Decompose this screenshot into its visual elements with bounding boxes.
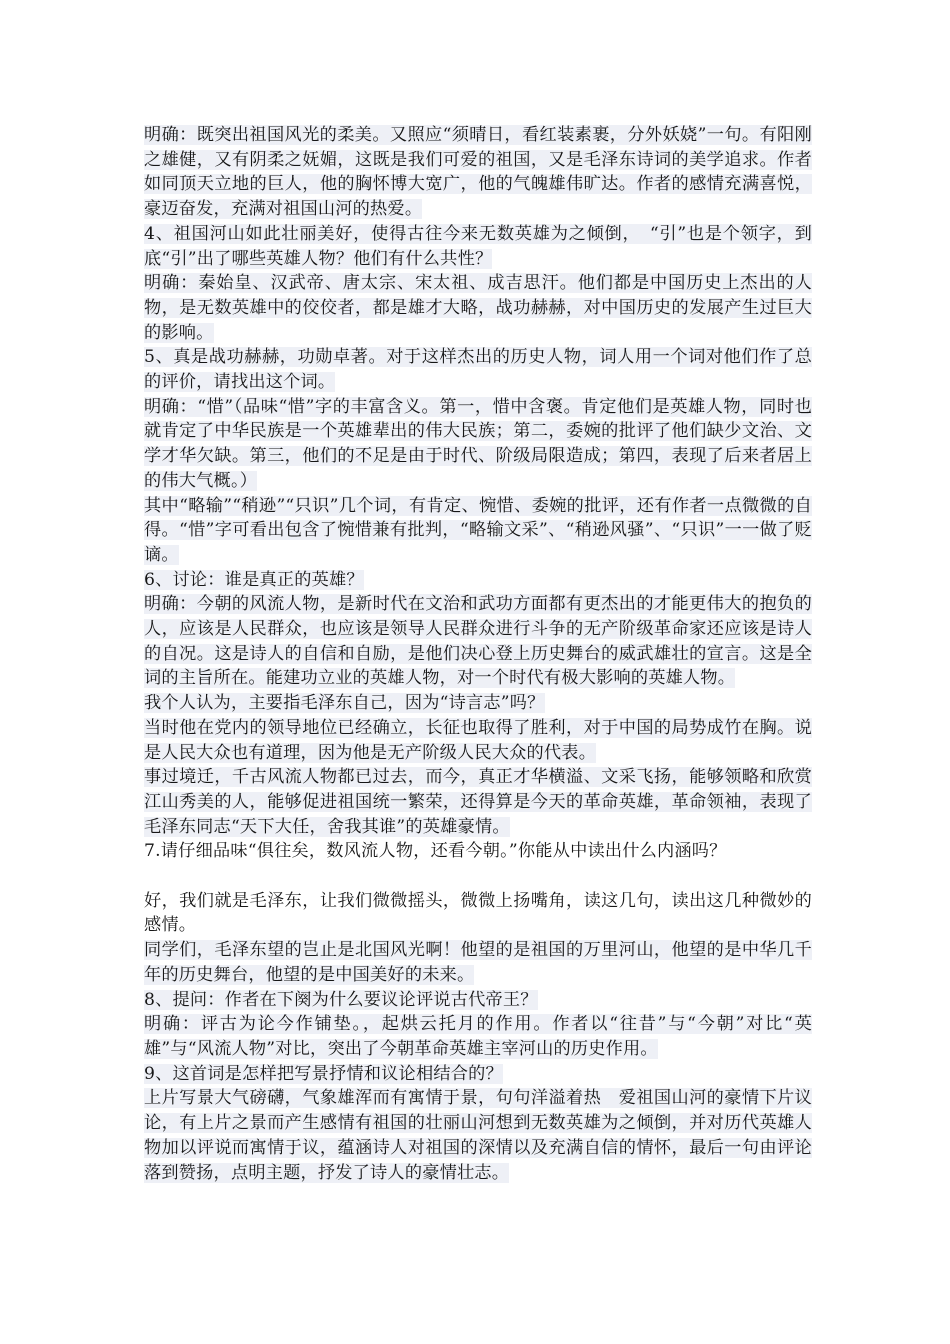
paragraph-reading-guide [144,889,812,938]
paragraph-text: 明确：评古为论今作铺垫。，起烘云托月的作用。作者以“往昔”与“今朝”对比“英雄”与“风流人物”对比，突出了今朝革命英雄主宰河山的历史作用。 [144,1014,812,1059]
paragraph-opinion [144,691,812,716]
paragraph-answer-9 [144,1086,812,1185]
paragraph-text: 6、讨论：谁是真正的英雄？ [144,569,364,590]
paragraph-text: 我个人认为，主要指毛泽东自己，因为“诗言志”吗？ [144,693,545,714]
paragraph-question-4 [144,222,812,271]
paragraph-text: 明确：“惜”（品味“惜”字的丰富含义。第一，惜中含褒。肯定他们是英雄人物，同时也就肯定了中华民族是一个英雄辈出的伟大民族；第二，委婉的批评了他们缺少文治、文学才华欠缺。第三，他们的不足是由于时代、阶级局限造成；第四，表现了后来者居上的伟大气概。） [144,396,812,491]
paragraph-question-6 [144,568,812,593]
paragraph-text: 7.请仔细品味“俱往矣，数风流人物，还看今朝。”你能从中读出什么内涵吗？ [144,841,727,862]
paragraph-text: 8、提问：作者在下阕为什么要议论评说古代帝王？ [144,989,538,1010]
paragraph-answer-5 [144,395,812,494]
paragraph-answer-6 [144,592,812,691]
paragraph-question-9 [144,1062,812,1087]
paragraph-text: 4、祖国河山如此壮丽美好，使得古往今来无数英雄为之倾倒， “引”也是个领字，到底“引”出了哪些英雄人物？他们有什么共性？ [144,223,812,269]
blank-line [144,864,812,889]
paragraph-text: 好，我们就是毛泽东，让我们微微摇头，微微上扬嘴角，读这几句，读出这几种微妙的感情。 [144,890,812,936]
paragraph-opinion-reason [144,716,812,765]
paragraph-text: 5、真是战功赫赫，功勋卓著。对于这样杰出的历史人物，词人用一个词对他们作了总的评价，请找出这个词。 [144,347,812,393]
paragraph-text: 当时他在党内的领导地位已经确立，长征也取得了胜利，对于中国的局势成竹在胸。说是人民大众也有道理，因为他是无产阶级人民大众的代表。 [144,717,812,763]
paragraph-text: 明确：秦始皇、汉武帝、唐太宗、宋太祖、成吉思汗。他们都是中国历史上杰出的人物，是无数英雄中的佼佼者，都是雄才大略，战功赫赫，对中国历史的发展产生过巨大的影响。 [144,273,812,343]
paragraph-opinion-conclusion [144,765,812,839]
paragraph-students [144,938,812,987]
paragraph-question-8 [144,988,812,1013]
paragraph-answer-8 [144,1012,812,1061]
paragraph-answer-5-detail [144,494,812,568]
paragraph-question-5 [144,345,812,394]
paragraph-text: 9、这首词是怎样把写景抒情和议论相结合的？ [144,1063,503,1084]
paragraph-answer-beauty [144,123,812,222]
document-page [144,123,812,1185]
paragraph-text: 同学们，毛泽东望的岂止是北国风光啊！他望的是祖国的万里河山，他望的是中华几千年的历史舞台，他望的是中国美好的未来。 [144,940,812,985]
paragraph-text: 上片写景大气磅礴，气象雄浑而有寓情于景，句句洋溢着热 爱祖国山河的豪情下片议论，有上片之景而产生感情有祖国的壮丽山河想到无数英雄为之倾倒，并对历代英雄人物加以评说而寓情于议，蕴涵诗人对祖国的深情以及充满自信的情怀，最后一句由评论落到赞扬，点明主题，抒发了诗人的豪情壮志。 [144,1088,812,1183]
paragraph-text: 其中“略输”“稍逊”“只识”几个词，有肯定、惋惜、委婉的批评，还有作者一点微微的自得。“惜”字可看出包含了惋惜兼有批判，“略输文采”、“稍逊风骚”、“只识”一一做了贬谪。 [144,495,812,565]
paragraph-text: 事过境迁，千古风流人物都已过去，而今，真正才华横溢、文采飞扬，能够领略和欣赏江山秀美的人，能够促进祖国统一繁荣，还得算是今天的革命英雄，革命领袖，表现了毛泽东同志“天下大任，舍我其谁”的英雄豪情。 [144,767,812,837]
paragraph-question-7 [144,839,812,864]
paragraph-text: 明确：既突出祖国风光的柔美。又照应“须晴日，看红装素裹，分外妖娆”一句。有阳刚之雄健，又有阴柔之妩媚，这既是我们可爱的祖国，又是毛泽东诗词的美学追求。作者如同顶天立地的巨人，他的胸怀博大宽广，他的气魄雄伟旷达。作者的感情充满喜悦，豪迈奋发，充满对祖国山河的热爱。 [144,125,812,220]
paragraph-text: 明确：今朝的风流人物，是新时代在文治和武功方面都有更杰出的才能更伟大的抱负的人，应该是人民群众，也应该是领导人民群众进行斗争的无产阶级革命家还应该是诗人的自况。这是诗人的自信和自励，是他们决心登上历史舞台的威武雄壮的宣言。这是全词的主旨所在。能建功立业的英雄人物，对一个时代有极大影响的英雄人物。 [144,594,812,689]
paragraph-answer-4 [144,271,812,345]
